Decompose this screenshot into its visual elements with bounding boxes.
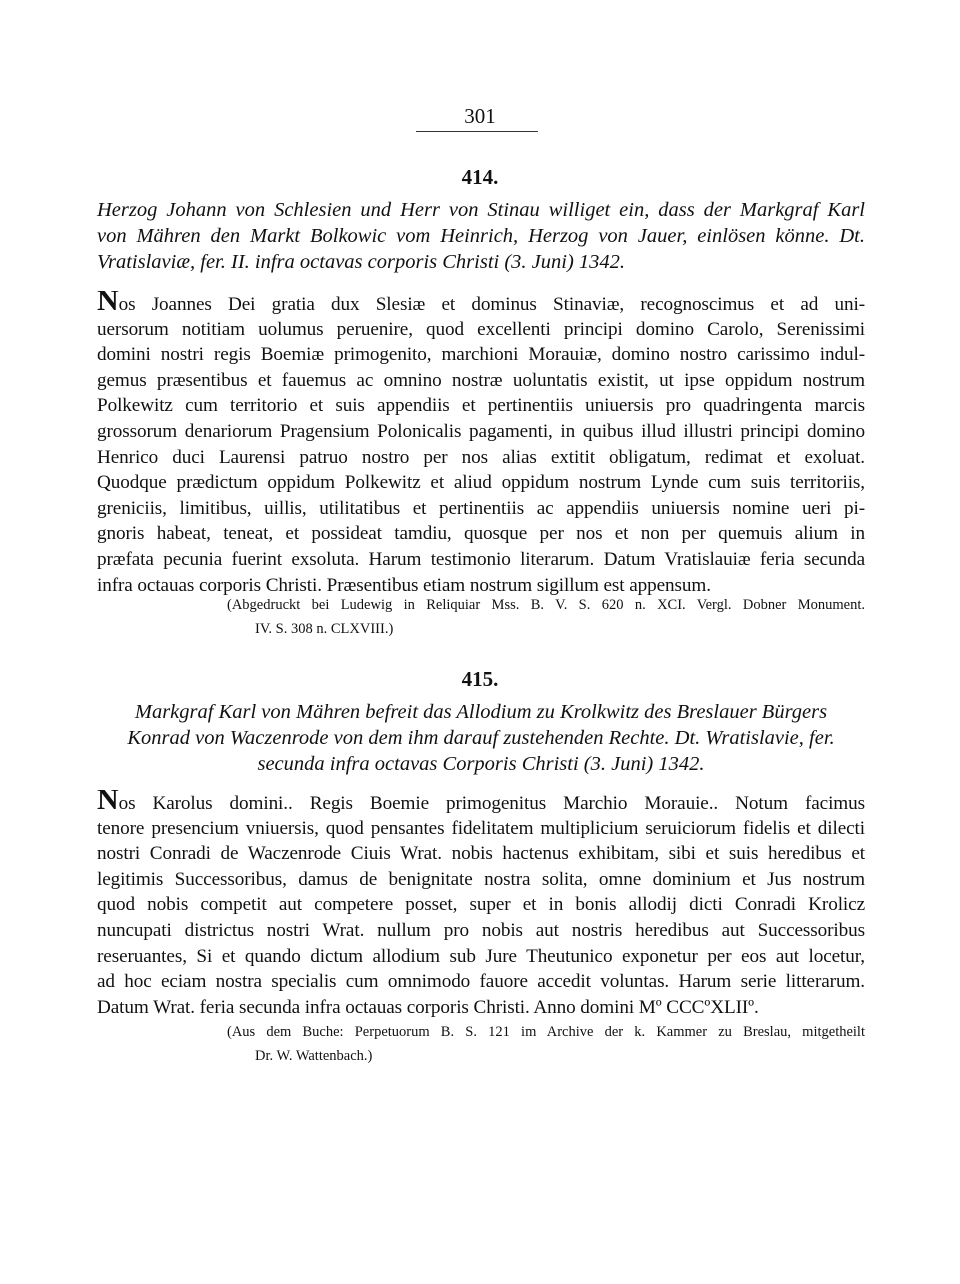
summary-line: Herzog Johann von Schlesien und Herr von Stinau williget ein, dass der Markgraf Karl — [97, 199, 865, 221]
charter-line: Henrico duci Laurensi patruo nostro per nos alias extitit obligatum, redimat et exoluat. — [97, 446, 865, 468]
charter-line: grossorum denariorum Pragensium Polonicalis pagamenti, in quibus illud illustri principi domino — [97, 420, 865, 442]
charter-line — [97, 790, 865, 816]
charter-text — [97, 291, 865, 598]
summary-line: Markgraf Karl von Mähren befreit das Allodium zu Krolkwitz des Breslauer Bürgers — [134, 701, 828, 723]
charter-line: tenore presencium vniuersis, quod pensantes fidelitatem multiplicium seruiciorum fidelis et dilecti — [97, 817, 865, 839]
source-note — [97, 593, 865, 641]
charter-line: præfata pecunia fuerint exsoluta. Harum testimonio literarum. Datum Vratislauiæ feria secunda — [97, 548, 865, 570]
charter-text — [97, 790, 865, 1020]
charter-line: quod nobis competit aut competere posset, super et in bonis allodij dicti Conradi Krolicz — [97, 894, 865, 916]
charter-line: legitimis Successoribus, damus de benignitate nostra solita, omne dominium et Jus nostrum — [97, 868, 865, 890]
charter-line: nuncupati districtus nostri Wrat. nullum pro nobis aut nostris heredibus aut Successoribus — [97, 919, 865, 941]
source-note-line: (Abgedruckt bei Ludewig in Reliquiar Mss. B. V. S. 620 n. XCI. Vergl. Dobner Monument. — [227, 597, 865, 613]
page-number: 301 — [464, 104, 496, 128]
charter-line: Datum Wrat. feria secunda infra octauas corporis Christi. Anno domini Mº CCCºXLIIº. — [97, 996, 759, 1018]
charter-line: Quodque prædictum oppidum Polkewitz et aliud oppidum nostrum Lynde cum suis territoriis, — [97, 472, 865, 494]
charter-line: greniciis, limitibus, uillis, utilitatibus et pertinentiis ac appendiis uniuersis nomine ueri pi- — [97, 497, 865, 519]
charter-line: infra octauas corporis Christi. Præsentibus etiam nostrum sigillum est appensum. — [97, 574, 711, 596]
entry-summary — [97, 197, 865, 275]
entry-summary — [97, 699, 865, 777]
charter-line: reseruantes, Si et quando dictum allodium sub Jure Theutunico exponetur per eos aut locetur, — [97, 945, 865, 967]
charter-line: nostri Conradi de Waczenrode Ciuis Wrat. nobis hactenus exhibitam, sibi et suis heredibus et — [97, 843, 865, 865]
source-note-line: IV. S. 308 n. CLXVIII.) — [255, 621, 394, 637]
charter-line: gemus præsentibus et fauemus ac omnino nostræ uoluntatis existit, ut ipse oppidum nostrum — [97, 369, 865, 391]
summary-line: von Mähren den Markt Bolkowic vom Heinrich, Herzog von Jauer, einlösen könne. Dt. — [97, 225, 865, 247]
source-note-line: Dr. W. Wattenbach.) — [255, 1048, 373, 1064]
header-rule — [416, 131, 538, 132]
summary-line: secunda infra octavas Corporis Christi (3. Juni) 1342. — [257, 753, 705, 775]
charter-line: ad hoc eciam nostra specialis cum omnimodo fauore accedit voluntas. Harum serie litterarum. — [97, 971, 865, 993]
charter-line: Polkewitz cum territorio et suis appendiis et pertinentiis uniuersis pro quadringenta marcis — [97, 395, 865, 417]
charter-line: gnoris habeat, teneat, et possideat tamdiu, quosque per nos et non per quemuis alium in — [97, 523, 865, 545]
charter-line: uersorum notitiam uolumus peruenire, quod excellenti principi domino Carolo, Serenissimi — [97, 318, 865, 340]
entry-number: 415. — [461, 667, 499, 691]
summary-line: Konrad von Waczenrode von dem ihm darauf zustehenden Rechte. Dt. Wratislavie, fer. — [127, 727, 835, 749]
source-note — [97, 1020, 865, 1068]
charter-line-text: os Joannes Dei gratia dux Slesiæ et dominus Stinaviæ, recognoscimus et ad uni- — [118, 294, 865, 315]
charter-line — [97, 291, 865, 317]
initial-letter: N — [97, 291, 119, 317]
charter-line: domini nostri regis Boemiæ primogenito, marchioni Morauiæ, domino nostro carissimo indul- — [97, 344, 865, 366]
summary-line: Vratislaviæ, fer. II. infra octavas corporis Christi (3. Juni) 1342. — [97, 251, 626, 273]
entry-number: 414. — [461, 165, 499, 189]
charter-line-text: os Karolus domini.. Regis Boemie primogenitus Marchio Morauie.. Notum facimus — [118, 793, 865, 814]
source-note-line: (Aus dem Buche: Perpetuorum B. S. 121 im Archive der k. Kammer zu Breslau, mitgetheilt — [227, 1024, 865, 1040]
initial-letter: N — [97, 790, 119, 816]
